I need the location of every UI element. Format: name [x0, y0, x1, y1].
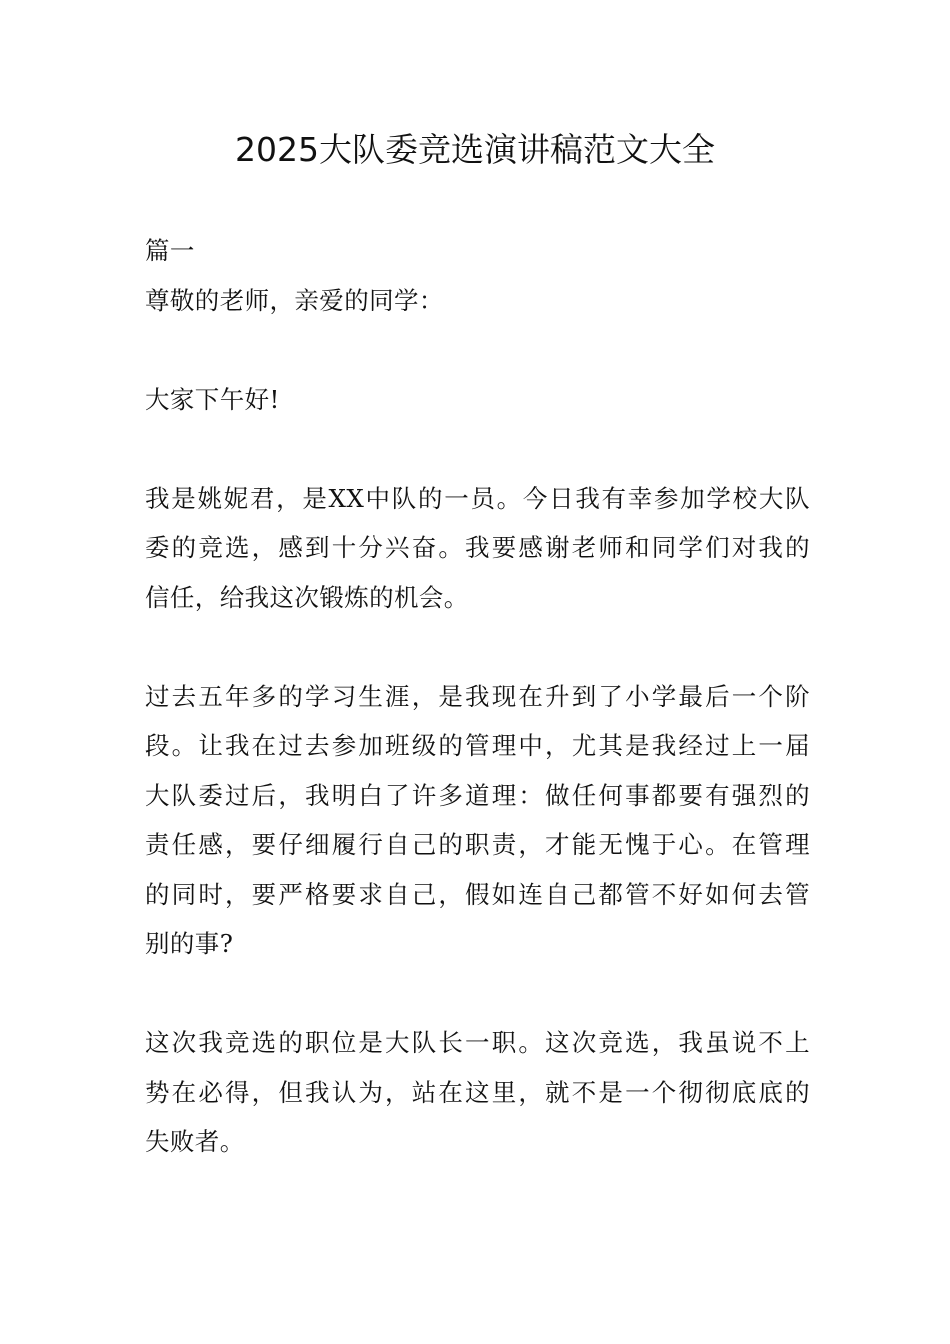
paragraph-gap — [145, 325, 810, 375]
paragraph-gap — [145, 622, 810, 672]
paragraph-line: 过去五年多的学习生涯，是我现在升到了小学最后一个阶 — [145, 681, 810, 711]
paragraph-2 — [145, 672, 810, 969]
paragraph-line: 我是姚妮君，是XX中队的一员。今日我有幸参加学校大队 — [145, 483, 810, 513]
document-body — [145, 226, 810, 1167]
paragraph-line: 别的事? — [145, 929, 234, 958]
paragraph-gap — [145, 969, 810, 1019]
paragraph-line: 大队委过后，我明白了许多道理：做任何事都要有强烈的 — [145, 780, 810, 810]
paragraph-line: 责任感，要仔细履行自己的职责，才能无愧于心。在管理 — [145, 830, 810, 859]
paragraph-line: 段。让我在过去参加班级的管理中，尤其是我经过上一届 — [145, 731, 810, 760]
paragraph-gap — [145, 424, 810, 474]
paragraph-line: 失败者。 — [145, 1127, 245, 1156]
paragraph-line: 委的竞选，感到十分兴奋。我要感谢老师和同学们对我的 — [145, 533, 810, 562]
paragraph-line: 这次我竞选的职位是大队长一职。这次竞选，我虽说不上 — [145, 1028, 810, 1057]
paragraph-line: 势在必得，但我认为，站在这里，就不是一个彻彻底底的 — [145, 1077, 810, 1107]
section-label: 篇一 — [145, 236, 195, 265]
document-title: 2025大队委竞选演讲稿范文大全 — [235, 130, 715, 169]
paragraph-line: 信任，给我这次锻炼的机会。 — [145, 582, 469, 612]
paragraph-1 — [145, 474, 810, 623]
greeting: 大家下午好! — [145, 384, 280, 414]
paragraph-3 — [145, 1018, 810, 1167]
salutation: 尊敬的老师，亲爱的同学： — [145, 285, 444, 315]
paragraph-line: 的同时，要严格要求自己，假如连自己都管不好如何去管 — [145, 879, 810, 909]
